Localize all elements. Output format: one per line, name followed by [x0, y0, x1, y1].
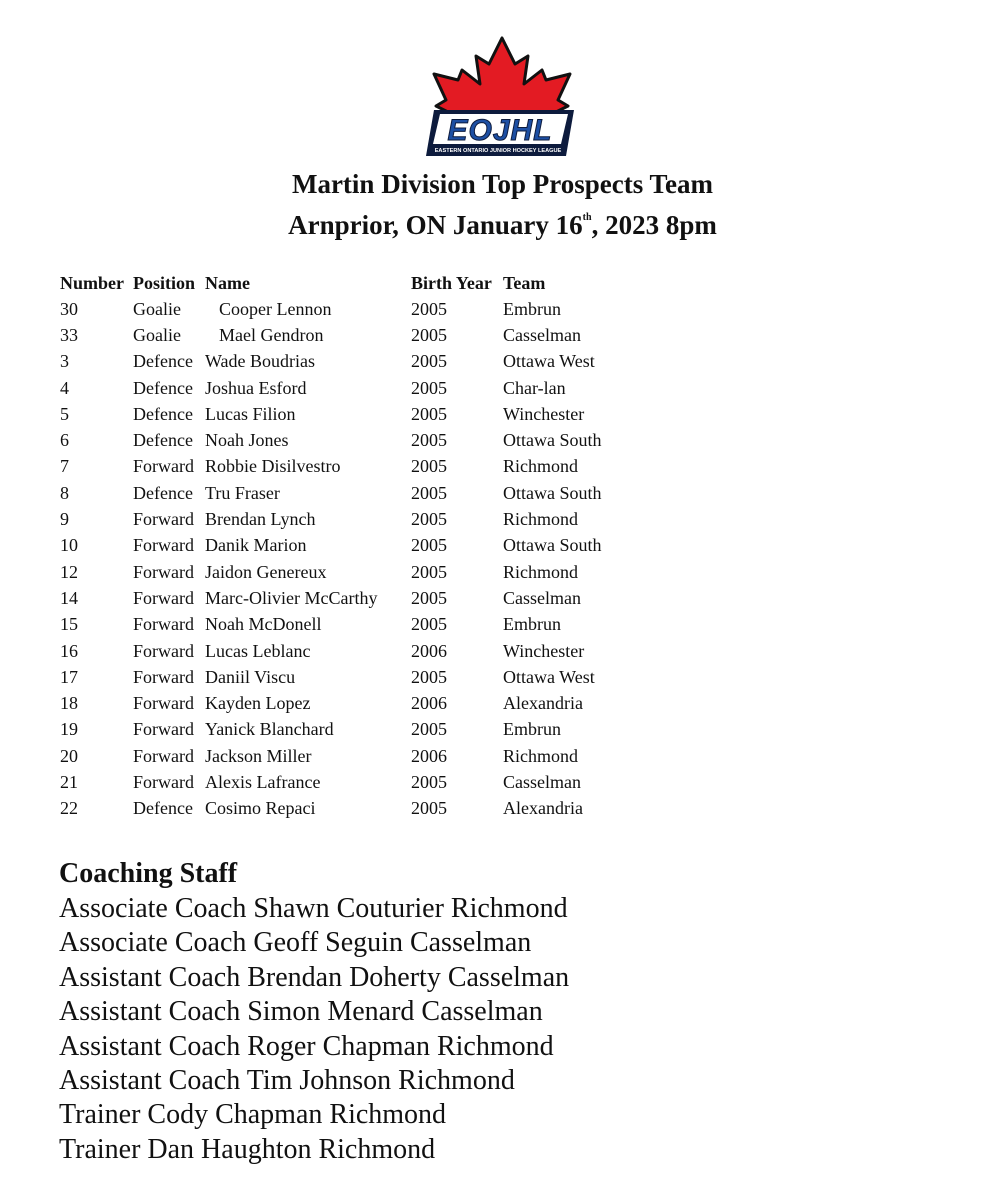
player-birth-year: 2005 — [411, 298, 447, 319]
table-row — [60, 585, 653, 611]
player-team: Alexandria — [503, 798, 583, 819]
table-row — [60, 769, 653, 795]
player-name: Lucas Filion — [205, 403, 296, 424]
list-item: Assistant Coach Brendan Doherty Casselman — [59, 961, 570, 993]
table-row — [60, 375, 653, 401]
list-item: Trainer Cody Chapman Richmond — [59, 1099, 447, 1131]
page-title: Martin Division Top Prospects Team — [291, 169, 714, 199]
player-team: Ottawa South — [503, 482, 602, 503]
player-name: Tru Fraser — [205, 482, 280, 503]
player-number: 7 — [60, 456, 69, 477]
player-number: 14 — [60, 587, 78, 608]
player-name: Joshua Esford — [205, 377, 307, 398]
table-row — [60, 427, 653, 453]
player-name: Alexis Lafrance — [205, 771, 321, 792]
player-birth-year: 2005 — [411, 456, 447, 477]
header-team: Team — [503, 272, 546, 293]
player-team: Richmond — [503, 745, 578, 766]
table-row — [60, 717, 653, 743]
player-birth-year: 2005 — [411, 377, 447, 398]
header-position: Position — [133, 272, 196, 293]
player-birth-year: 2005 — [411, 719, 447, 740]
eojhl-logo — [420, 34, 584, 160]
player-team: Winchester — [503, 640, 585, 661]
table-row — [60, 401, 653, 427]
player-position: Forward — [133, 666, 194, 687]
player-position: Goalie — [133, 298, 181, 319]
player-team: Char-lan — [503, 377, 566, 398]
table-row — [60, 664, 653, 690]
player-name: Brendan Lynch — [205, 509, 316, 530]
player-name: Danik Marion — [205, 535, 307, 556]
table-row — [60, 296, 653, 322]
table-row — [60, 612, 653, 638]
list-item: Assistant Coach Tim Johnson Richmond — [59, 1065, 515, 1097]
player-birth-year: 2006 — [411, 693, 447, 714]
player-number: 30 — [60, 298, 78, 319]
player-birth-year: 2005 — [411, 430, 447, 451]
player-number: 10 — [60, 535, 78, 556]
player-name: Noah Jones — [205, 430, 289, 451]
player-birth-year: 2005 — [411, 771, 447, 792]
player-position: Forward — [133, 771, 194, 792]
coaching-staff-list — [59, 892, 569, 1167]
list-item: Associate Coach Shawn Couturier Richmond — [59, 893, 568, 924]
player-position: Goalie — [133, 324, 181, 345]
player-position: Forward — [133, 535, 194, 556]
logo-subtext: EASTERN ONTARIO JUNIOR HOCKEY LEAGUE — [434, 148, 562, 154]
player-birth-year: 2005 — [411, 587, 447, 608]
player-team: Casselman — [503, 771, 581, 792]
player-birth-year: 2005 — [411, 561, 447, 582]
player-number: 20 — [60, 745, 78, 766]
table-row — [60, 322, 653, 348]
player-team: Alexandria — [503, 693, 583, 714]
player-birth-year: 2005 — [411, 351, 447, 372]
player-birth-year: 2005 — [411, 535, 447, 556]
player-birth-year: 2005 — [411, 403, 447, 424]
player-position: Defence — [133, 403, 193, 424]
player-position: Forward — [133, 614, 194, 635]
player-name: Robbie Disilvestro — [205, 456, 341, 477]
event-subtitle — [0, 201, 1005, 242]
header-name: Name — [205, 272, 250, 293]
player-position: Forward — [133, 509, 194, 530]
player-team: Ottawa West — [503, 351, 595, 372]
player-position: Defence — [133, 377, 193, 398]
player-name: Mael Gendron — [219, 324, 324, 345]
player-name: Wade Boudrias — [205, 351, 316, 372]
table-row — [60, 480, 653, 506]
roster-body — [60, 296, 653, 822]
coaching-staff-heading: Coaching Staff — [59, 858, 238, 889]
player-position: Forward — [133, 745, 194, 766]
player-position: Forward — [133, 719, 194, 740]
event-subtitle-suffix: th — [582, 212, 592, 223]
player-name: Noah McDonell — [205, 614, 322, 635]
player-position: Forward — [133, 456, 194, 477]
table-row — [60, 559, 653, 585]
player-team: Ottawa West — [503, 666, 595, 687]
logo-wordmark: EOJHL — [447, 114, 553, 147]
player-birth-year: 2006 — [411, 745, 447, 766]
player-number: 6 — [60, 430, 69, 451]
list-item: Assistant Coach Simon Menard Casselman — [59, 996, 543, 1028]
player-birth-year: 2005 — [411, 509, 447, 530]
player-position: Defence — [133, 798, 193, 819]
player-birth-year: 2005 — [411, 666, 447, 687]
player-team: Richmond — [503, 509, 578, 530]
player-name: Lucas Leblanc — [205, 640, 311, 661]
player-name: Jaidon Genereux — [205, 561, 327, 582]
player-name: Kayden Lopez — [205, 693, 311, 714]
player-number: 22 — [60, 798, 78, 819]
player-number: 15 — [60, 614, 78, 635]
player-name: Yanick Blanchard — [205, 719, 334, 740]
player-number: 19 — [60, 719, 78, 740]
table-row — [60, 506, 653, 532]
player-birth-year: 2005 — [411, 482, 447, 503]
table-row — [60, 796, 653, 822]
player-number: 5 — [60, 403, 69, 424]
list-item: Assistant Coach Roger Chapman Richmond — [59, 1030, 554, 1062]
player-birth-year: 2006 — [411, 640, 447, 661]
player-birth-year: 2005 — [411, 324, 447, 345]
player-number: 18 — [60, 693, 78, 714]
player-birth-year: 2005 — [411, 798, 447, 819]
player-number: 8 — [60, 482, 69, 503]
maple-leaf-icon — [434, 38, 570, 120]
player-position: Forward — [133, 561, 194, 582]
player-birth-year: 2005 — [411, 614, 447, 635]
player-position: Defence — [133, 430, 193, 451]
player-name: Cooper Lennon — [219, 298, 332, 319]
roster-header-row — [60, 270, 653, 296]
player-team: Richmond — [503, 561, 578, 582]
player-number: 17 — [60, 666, 78, 687]
player-team: Embrun — [503, 298, 561, 319]
player-position: Forward — [133, 640, 194, 661]
player-number: 4 — [60, 377, 69, 398]
player-position: Forward — [133, 587, 194, 608]
table-row — [60, 743, 653, 769]
roster-table — [60, 270, 653, 822]
event-subtitle-main: Arnprior, ON January 16 — [288, 210, 583, 240]
table-row — [60, 638, 653, 664]
player-team: Richmond — [503, 456, 578, 477]
player-team: Casselman — [503, 324, 581, 345]
event-subtitle-rest: , 2023 8pm — [591, 210, 717, 240]
list-item: Trainer Dan Haughton Richmond — [59, 1133, 436, 1165]
table-row — [60, 454, 653, 480]
player-team: Winchester — [503, 403, 585, 424]
player-team: Embrun — [503, 614, 561, 635]
player-number: 9 — [60, 509, 69, 530]
player-name: Daniil Viscu — [205, 666, 296, 687]
player-team: Ottawa South — [503, 430, 602, 451]
player-number: 33 — [60, 324, 78, 345]
player-name: Cosimo Repaci — [205, 798, 316, 819]
player-name: Jackson Miller — [205, 745, 312, 766]
table-row — [60, 533, 653, 559]
player-position: Defence — [133, 351, 193, 372]
table-row — [60, 690, 653, 716]
player-number: 3 — [60, 351, 69, 372]
player-position: Defence — [133, 482, 193, 503]
player-number: 12 — [60, 561, 78, 582]
header-number: Number — [60, 272, 124, 293]
header-birth-year: Birth Year — [411, 272, 492, 293]
player-team: Embrun — [503, 719, 561, 740]
player-team: Casselman — [503, 587, 581, 608]
table-row — [60, 349, 653, 375]
player-number: 16 — [60, 640, 78, 661]
player-team: Ottawa South — [503, 535, 602, 556]
player-number: 21 — [60, 771, 78, 792]
player-name: Marc-Olivier McCarthy — [205, 587, 378, 608]
list-item: Associate Coach Geoff Seguin Casselman — [59, 927, 532, 959]
player-position: Forward — [133, 693, 194, 714]
